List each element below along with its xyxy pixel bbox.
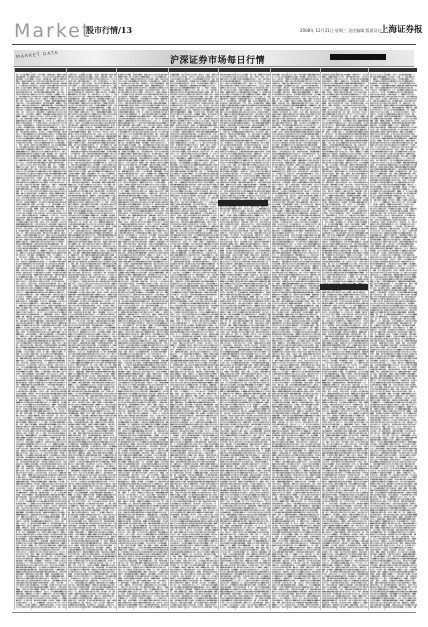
quote-rows-texture xyxy=(271,68,321,610)
quote-column xyxy=(14,68,67,610)
quote-column xyxy=(368,68,417,610)
quote-column xyxy=(218,68,271,610)
quote-column xyxy=(116,68,169,610)
section-subheader xyxy=(320,284,368,290)
page-label: 股市行情/13 xyxy=(86,25,133,35)
section-name: Market xyxy=(14,20,92,42)
quote-rows-texture xyxy=(169,68,219,610)
newspaper-logo: 上海证券报 xyxy=(380,25,423,35)
quote-column xyxy=(66,68,117,610)
quote-column xyxy=(168,68,219,610)
quote-rows-texture xyxy=(369,68,417,610)
banner-right-tag xyxy=(330,54,386,60)
quote-column xyxy=(320,68,369,610)
section-subheader xyxy=(218,200,268,206)
masthead xyxy=(0,0,428,44)
bottom-rule xyxy=(12,612,416,613)
banner-title: 沪深证券市场每日行情 xyxy=(170,56,266,66)
top-rule xyxy=(12,44,416,45)
quote-rows-texture xyxy=(219,68,271,610)
banner-badge: MARKET DATA xyxy=(15,50,59,61)
issue-info: 2008年 12月31日 星期三 责任编辑 版面设计 xyxy=(300,28,382,33)
quote-rows-texture xyxy=(15,68,67,610)
quote-rows-texture xyxy=(117,68,169,610)
quote-column xyxy=(270,68,321,610)
quote-rows-texture xyxy=(321,68,369,610)
quote-rows-texture xyxy=(67,68,117,610)
